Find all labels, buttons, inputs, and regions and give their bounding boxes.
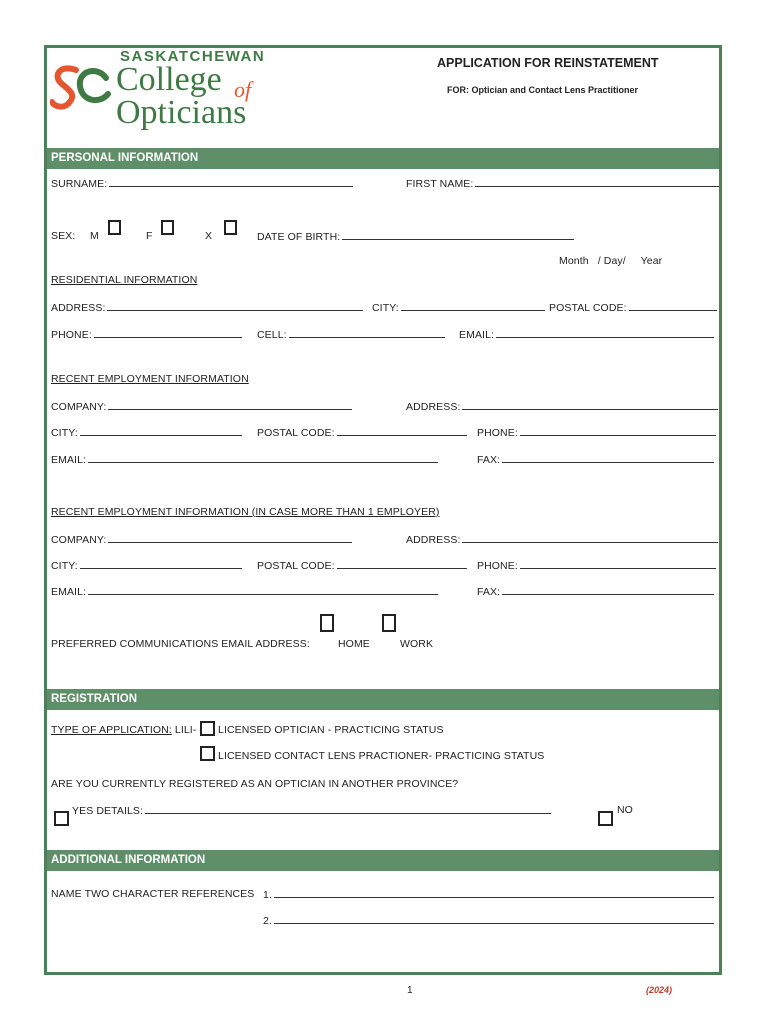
emp1-email-field[interactable] [51, 453, 438, 466]
no-label: NO [617, 804, 633, 816]
res-cell-label: CELL: [257, 329, 287, 341]
residential-heading: RESIDENTIAL INFORMATION [51, 274, 198, 286]
emp1-email-label: EMAIL: [51, 454, 87, 466]
emp1-fax-field[interactable] [477, 453, 714, 466]
reference-1-number: 1. [263, 889, 272, 901]
emp1-phone-field[interactable] [477, 426, 716, 439]
res-postal-label: POSTAL CODE: [549, 302, 627, 314]
res-email-label: EMAIL: [459, 329, 495, 341]
surname-label: SURNAME: [51, 178, 108, 190]
res-phone-field[interactable] [51, 328, 242, 341]
emp2-email-field[interactable] [51, 585, 438, 598]
emp2-email-label: EMAIL: [51, 586, 87, 598]
surname-field[interactable] [51, 177, 353, 190]
form-frame [44, 45, 722, 975]
first-name-field[interactable] [406, 177, 719, 190]
reference-1-field[interactable] [263, 888, 714, 901]
res-postal-field[interactable] [549, 301, 717, 314]
dob-label: DATE OF BIRTH: [257, 231, 341, 243]
emp2-city-field[interactable] [51, 559, 242, 572]
preferred-work-checkbox[interactable] [382, 614, 396, 632]
emp1-address-label: ADDRESS: [406, 401, 461, 413]
emp2-fax-field[interactable] [477, 585, 714, 598]
licensed-optician-checkbox[interactable] [200, 721, 215, 736]
registration-heading: REGISTRATION [47, 689, 719, 710]
page-number: 1 [407, 985, 413, 996]
emp2-postal-label: POSTAL CODE: [257, 560, 335, 572]
first-name-label: FIRST NAME: [406, 178, 474, 190]
logo-saskatchewan: SASKATCHEWAN [120, 48, 266, 65]
emp2-company-label: COMPANY: [51, 534, 107, 546]
reference-2-field[interactable] [263, 914, 714, 927]
application-type-label [51, 724, 196, 736]
additional-info-heading: ADDITIONAL INFORMATION [47, 850, 719, 871]
form-year: (2024) [646, 985, 673, 995]
emp1-address-field[interactable] [406, 400, 718, 413]
other-province-question: ARE YOU CURRENTLY REGISTERED AS AN OPTICIAN IN ANOTHER PROVINCE? [51, 778, 459, 790]
res-city-field[interactable] [372, 301, 545, 314]
sex-f-checkbox[interactable] [161, 220, 174, 235]
emp1-postal-label: POSTAL CODE: [257, 427, 335, 439]
contact-lens-checkbox[interactable] [200, 746, 215, 761]
no-checkbox[interactable] [598, 811, 613, 826]
emp1-phone-label: PHONE: [477, 427, 518, 439]
res-phone-label: PHONE: [51, 329, 92, 341]
preferred-email-label: PREFERRED COMMUNICATIONS EMAIL ADDRESS: [51, 638, 310, 650]
emp1-company-label: COMPANY: [51, 401, 107, 413]
res-city-label: CITY: [372, 302, 399, 314]
emp2-fax-label: FAX: [477, 586, 501, 598]
logo-opticians: Opticians [116, 94, 247, 131]
emp1-city-label: CITY: [51, 427, 78, 439]
contact-lens-label: LICENSED CONTACT LENS PRACTIONER- PRACTICING STATUS [218, 750, 545, 762]
emp2-phone-label: PHONE: [477, 560, 518, 572]
emp1-company-field[interactable] [51, 400, 352, 413]
sex-x-checkbox[interactable] [224, 220, 237, 235]
employment2-heading: RECENT EMPLOYMENT INFORMATION (IN CASE MORE THAN 1 EMPLOYER) [51, 506, 440, 518]
res-email-field[interactable] [459, 328, 714, 341]
employment1-heading: RECENT EMPLOYMENT INFORMATION [51, 373, 249, 385]
emp2-city-label: CITY: [51, 560, 78, 572]
yes-details-label: YES DETAILS: [72, 805, 144, 817]
licensed-optician-label: LICENSED OPTICIAN - PRACTICING STATUS [218, 724, 444, 736]
emp2-phone-field[interactable] [477, 559, 716, 572]
application-type-text: TYPE OF APPLICATION: [51, 724, 172, 736]
emp2-postal-field[interactable] [257, 559, 467, 572]
res-address-label: ADDRESS: [51, 302, 106, 314]
preferred-home-checkbox[interactable] [320, 614, 334, 632]
form-title: APPLICATION FOR REINSTATEMENT [437, 56, 659, 70]
dob-hint: Month / Day/ Year [559, 255, 663, 267]
reference-2-number: 2. [263, 915, 272, 927]
res-address-field[interactable] [51, 301, 363, 314]
dob-field[interactable] [257, 230, 574, 243]
yes-checkbox[interactable] [54, 811, 69, 826]
emp1-city-field[interactable] [51, 426, 242, 439]
logo-college: College [116, 61, 222, 98]
emp2-address-label: ADDRESS: [406, 534, 461, 546]
sex-x-label: X [205, 230, 213, 242]
emp2-address-field[interactable] [406, 533, 718, 546]
emp1-fax-label: FAX: [477, 454, 501, 466]
emp2-company-field[interactable] [51, 533, 352, 546]
yes-details-field[interactable] [72, 804, 551, 817]
sex-m-checkbox[interactable] [108, 220, 121, 235]
emp1-postal-field[interactable] [257, 426, 467, 439]
preferred-home-label: HOME [338, 638, 370, 650]
res-cell-field[interactable] [257, 328, 445, 341]
application-type-suffix: LILI- [174, 724, 197, 736]
sex-f-label: F [146, 230, 153, 242]
sex-m-label: M [90, 230, 99, 242]
form-subtitle: FOR: Optician and Contact Lens Practitioner [447, 85, 639, 95]
logo-of: of [234, 77, 252, 102]
sex-label: SEX: [51, 230, 76, 242]
personal-info-heading: PERSONAL INFORMATION [47, 148, 719, 169]
references-label: NAME TWO CHARACTER REFERENCES [51, 888, 255, 900]
preferred-work-label: WORK [400, 638, 434, 650]
